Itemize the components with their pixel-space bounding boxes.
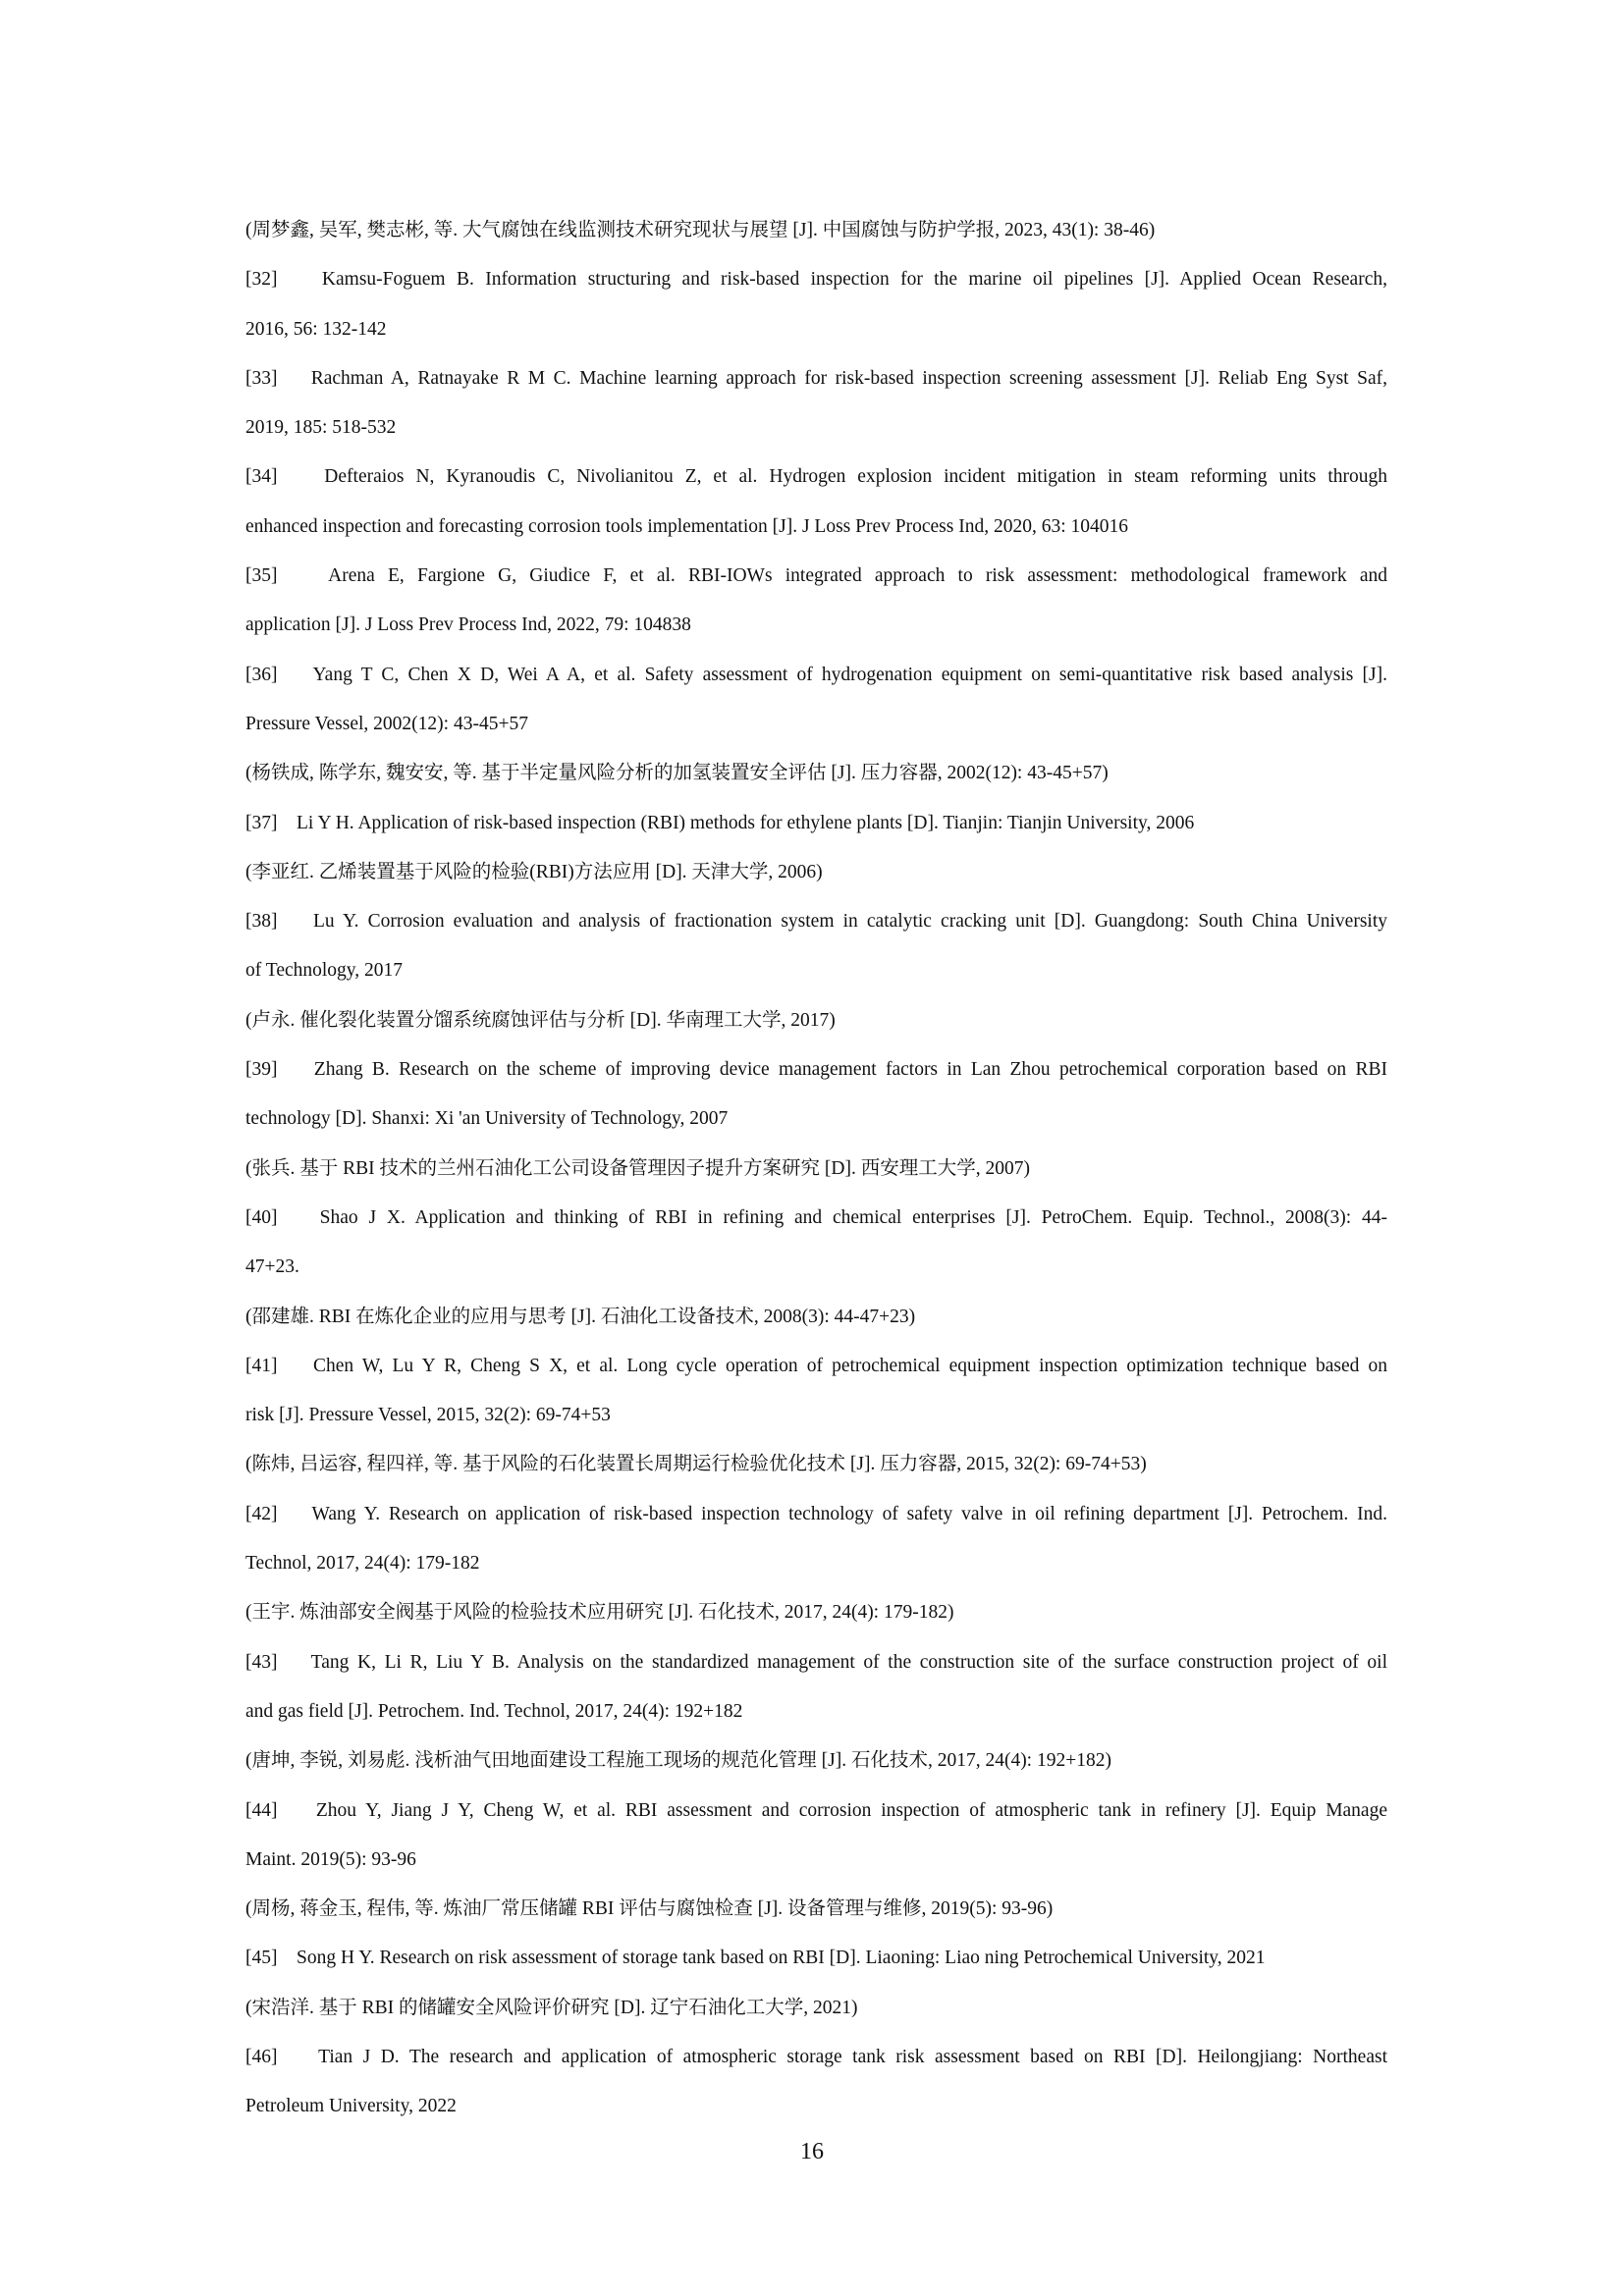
reference-line: Petroleum University, 2022	[245, 2096, 457, 2117]
reference-line: [35] Arena E, Fargione G, Giudice F, et al. RBI-IOWs integrated approach to risk assessment: methodological framework and	[245, 565, 1387, 587]
reference-line: [33] Rachman A, Ratnayake R M C. Machine learning approach for risk-based inspection screening assessment [J]. Reliab Eng Syst Saf,	[245, 367, 1387, 389]
reference-line: 47+23.	[245, 1256, 299, 1278]
reference-line: (宋浩洋. 基于 RBI 的储罐安全风险评价研究 [D]. 辽宁石油化工大学, 2021)	[245, 1997, 858, 2018]
reference-line: application [J]. J Loss Prev Process Ind, 2022, 79: 104838	[245, 614, 691, 636]
reference-line: 2016, 56: 132-142	[245, 318, 387, 340]
page-number: 16	[800, 2139, 824, 2164]
reference-line: of Technology, 2017	[245, 960, 404, 982]
reference-line: [41] Chen W, Lu Y R, Cheng S X, et al. Long cycle operation of petrochemical equipment inspection optimization technique based on	[245, 1355, 1387, 1376]
reference-line: 2019, 185: 518-532	[245, 417, 397, 439]
reference-line: [34] Defteraios N, Kyranoudis C, Nivolianitou Z, et al. Hydrogen explosion incident mitigation in steam reforming units through	[245, 466, 1387, 488]
reference-list	[245, 206, 1387, 2132]
reference-line: [36] Yang T C, Chen X D, Wei A A, et al. Safety assessment of hydrogenation equipment on semi-quantitative risk based analysis [J].	[245, 664, 1387, 685]
reference-line: (卢永. 催化裂化装置分馏系统腐蚀评估与分析 [D]. 华南理工大学, 2017)	[245, 1009, 836, 1031]
reference-line: and gas field [J]. Petrochem. Ind. Technol, 2017, 24(4): 192+182	[245, 1700, 743, 1722]
reference-line: (陈炜, 吕运容, 程四祥, 等. 基于风险的石化装置长周期运行检验优化技术 [J]. 压力容器, 2015, 32(2): 69-74+53)	[245, 1454, 1147, 1475]
reference-line: Technol, 2017, 24(4): 179-182	[245, 1553, 480, 1575]
reference-line: [42] Wang Y. Research on application of risk-based inspection technology of safety valve in oil refining department [J]. Petrochem. Ind.	[245, 1503, 1387, 1524]
reference-line: (张兵. 基于 RBI 技术的兰州石油化工公司设备管理因子提升方案研究 [D]. 西安理工大学, 2007)	[245, 1157, 1030, 1179]
reference-line: [37] Li Y H. Application of risk-based inspection (RBI) methods for ethylene plants [D]. Tianjin: Tianjin University, 2006	[245, 812, 1195, 833]
reference-line: (周梦鑫, 吴军, 樊志彬, 等. 大气腐蚀在线监测技术研究现状与展望 [J]. 中国腐蚀与防护学报, 2023, 43(1): 38-46)	[245, 220, 1156, 240]
reference-line: [46] Tian J D. The research and application of atmospheric storage tank risk assessment based on RBI [D]. Heilongjiang: Northeast	[245, 2046, 1387, 2067]
reference-line: (唐坤, 李锐, 刘易彪. 浅析油气田地面建设工程施工现场的规范化管理 [J]. 石化技术, 2017, 24(4): 192+182)	[245, 1750, 1111, 1772]
reference-line: (杨铁成, 陈学东, 魏安安, 等. 基于半定量风险分析的加氢装置安全评估 [J]. 压力容器, 2002(12): 43-45+57)	[245, 763, 1109, 784]
reference-line: (邵建雄. RBI 在炼化企业的应用与思考 [J]. 石油化工设备技术, 2008(3): 44-47+23)	[245, 1306, 916, 1327]
reference-line: [45] Song H Y. Research on risk assessment of storage tank based on RBI [D]. Liaoning: Liao ning Petrochemical University, 2021	[245, 1948, 1266, 1969]
reference-line: [32] Kamsu-Foguem B. Information structuring and risk-based inspection for the marine oil pipelines [J]. Applied Ocean Research,	[245, 269, 1387, 291]
reference-line: technology [D]. Shanxi: Xi 'an University of Technology, 2007	[245, 1108, 729, 1130]
reference-line: (周杨, 蒋金玉, 程伟, 等. 炼油厂常压储罐 RBI 评估与腐蚀检查 [J]. 设备管理与维修, 2019(5): 93-96)	[245, 1898, 1054, 1920]
reference-line: risk [J]. Pressure Vessel, 2015, 32(2): 69-74+53	[245, 1405, 611, 1426]
reference-line: enhanced inspection and forecasting corrosion tools implementation [J]. J Loss Prev Process Ind, 2020, 63: 104016	[245, 515, 1128, 537]
reference-line: Pressure Vessel, 2002(12): 43-45+57	[245, 713, 528, 734]
reference-line: [39] Zhang B. Research on the scheme of improving device management factors in Lan Zhou petrochemical corporation based on RBI	[245, 1059, 1387, 1081]
reference-line: [43] Tang K, Li R, Liu Y B. Analysis on the standardized management of the construction site of the surface construction project of oil	[245, 1651, 1387, 1673]
reference-line: Maint. 2019(5): 93-96	[245, 1848, 416, 1870]
reference-line: [44] Zhou Y, Jiang J Y, Cheng W, et al. RBI assessment and corrosion inspection of atmospheric tank in refinery [J]. Equip Manage	[245, 1799, 1387, 1821]
reference-line: (王宇. 炼油部安全阀基于风险的检验技术应用研究 [J]. 石化技术, 2017, 24(4): 179-182)	[245, 1602, 954, 1624]
reference-line: [38] Lu Y. Corrosion evaluation and analysis of fractionation system in catalytic cracking unit [D]. Guangdong: South China University	[245, 911, 1387, 933]
reference-line: (李亚红. 乙烯装置基于风险的检验(RBI)方法应用 [D]. 天津大学, 2006)	[245, 861, 823, 882]
reference-line: [40] Shao J X. Application and thinking of RBI in refining and chemical enterprises [J]. PetroChem. Equip. Technol., 2008(3): 44-	[245, 1206, 1387, 1228]
